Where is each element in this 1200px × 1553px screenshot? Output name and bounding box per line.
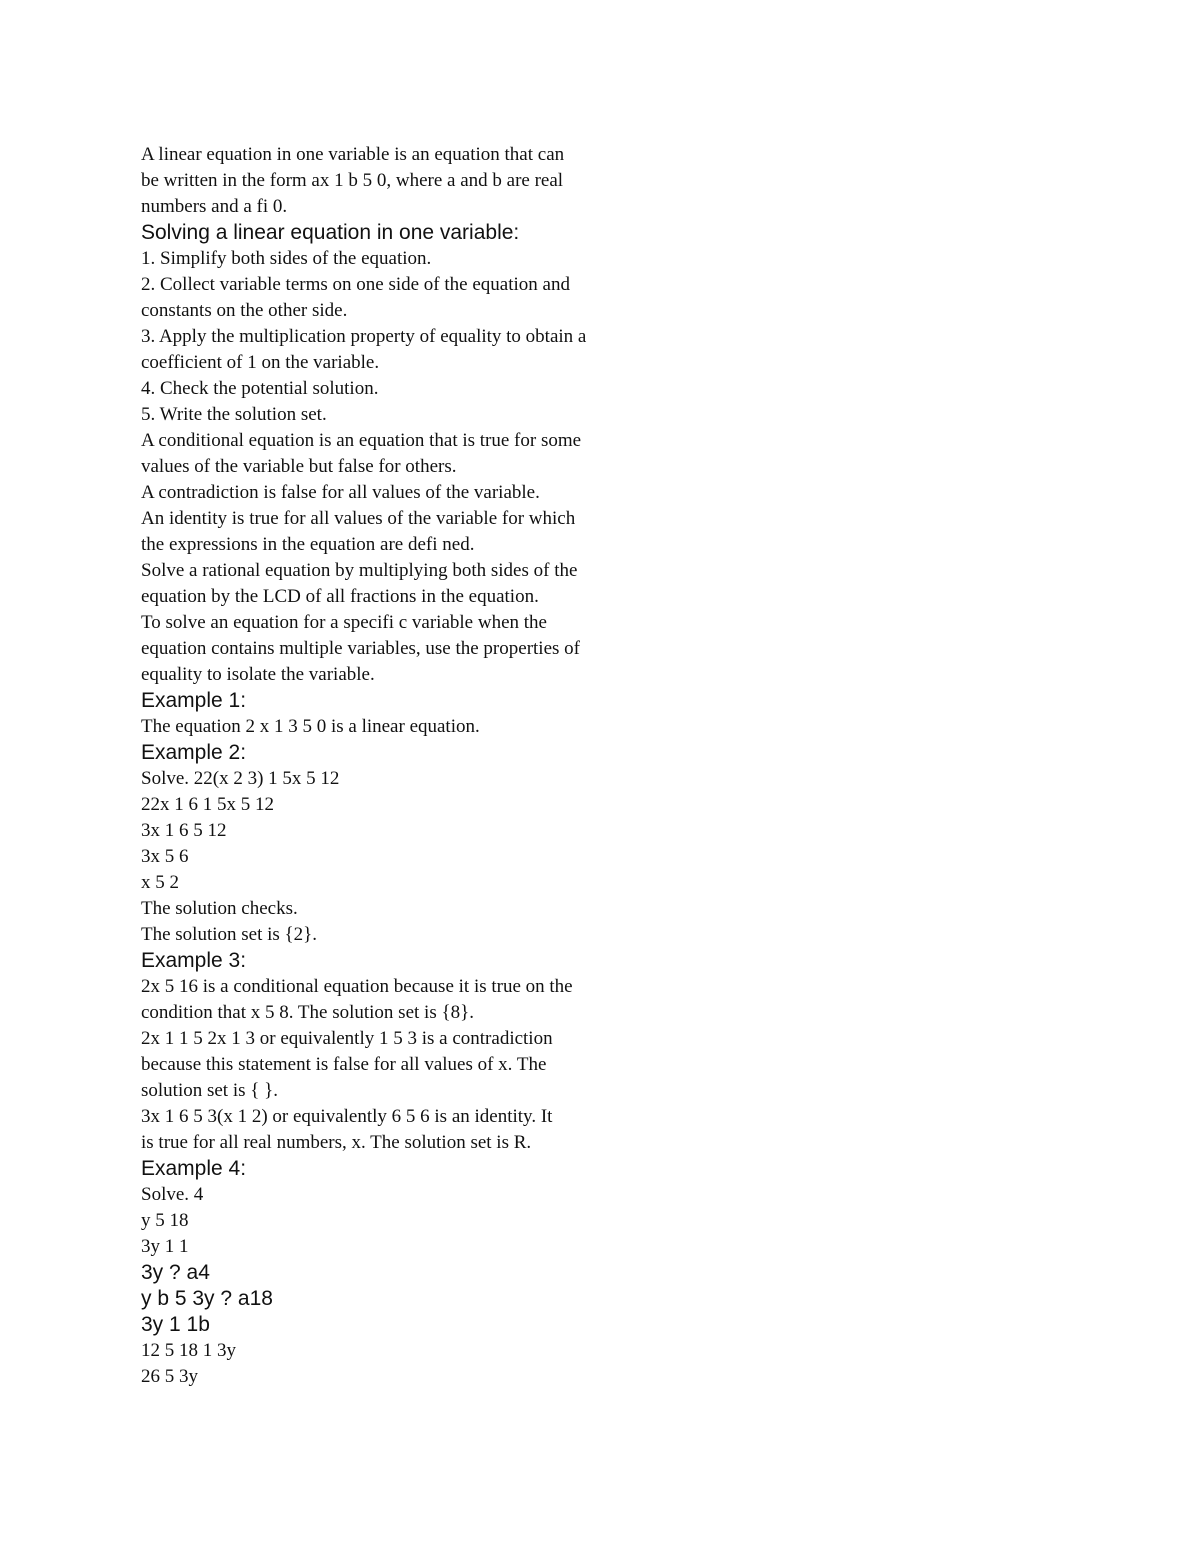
text-line: equation contains multiple variables, use the properties of <box>141 638 580 659</box>
text-line: be written in the form ax 1 b 5 0, where a and b are real <box>141 170 564 191</box>
text-line: equality to isolate the variable. <box>141 664 375 685</box>
section-heading: y b 5 3y ? a18 <box>141 1287 273 1310</box>
document-page <box>141 142 701 1390</box>
section-heading: Example 3: <box>141 949 247 972</box>
text-line: Solve. 22(x 2 3) 1 5x 5 12 <box>141 768 340 789</box>
text-line: x 5 2 <box>141 872 179 893</box>
text-line: because this statement is false for all values of x. The <box>141 1054 547 1075</box>
text-line: values of the variable but false for others. <box>141 456 457 477</box>
text-line: An identity is true for all values of the variable for which <box>141 508 576 529</box>
text-line: y 5 18 <box>141 1210 189 1231</box>
text-line: 4. Check the potential solution. <box>141 378 379 399</box>
section-heading: Example 4: <box>141 1157 247 1180</box>
text-line: A contradiction is false for all values of the variable. <box>141 482 540 503</box>
text-line: To solve an equation for a specifi c variable when the <box>141 612 547 633</box>
text-line: 3x 1 6 5 12 <box>141 820 227 841</box>
text-line: 26 5 3y <box>141 1366 198 1387</box>
section-heading: Example 2: <box>141 741 247 764</box>
text-line: 2. Collect variable terms on one side of the equation and <box>141 274 570 295</box>
text-line: 22x 1 6 1 5x 5 12 <box>141 794 274 815</box>
text-line: solution set is { }. <box>141 1080 278 1101</box>
text-line: Solve a rational equation by multiplying both sides of the <box>141 560 578 581</box>
text-line: condition that x 5 8. The solution set is {8}. <box>141 1002 474 1023</box>
text-line: 3x 1 6 5 3(x 1 2) or equivalently 6 5 6 is an identity. It <box>141 1106 553 1127</box>
text-line: A conditional equation is an equation that is true for some <box>141 430 582 451</box>
text-line: equation by the LCD of all fractions in the equation. <box>141 586 539 607</box>
text-line: the expressions in the equation are defi ned. <box>141 534 475 555</box>
text-line: 12 5 18 1 3y <box>141 1340 236 1361</box>
text-line: A linear equation in one variable is an equation that can <box>141 144 565 165</box>
text-line: 2x 5 16 is a conditional equation because it is true on the <box>141 976 573 997</box>
text-line: numbers and a fi 0. <box>141 196 288 217</box>
text-line: 1. Simplify both sides of the equation. <box>141 248 432 269</box>
text-line: 3x 5 6 <box>141 846 189 867</box>
text-line: 5. Write the solution set. <box>141 404 327 425</box>
section-heading: Solving a linear equation in one variable: <box>141 221 520 244</box>
text-line: The solution set is {2}. <box>141 924 318 945</box>
section-heading: 3y 1 1b <box>141 1313 210 1336</box>
text-line: Solve. 4 <box>141 1184 204 1205</box>
text-line: is true for all real numbers, x. The solution set is R. <box>141 1132 532 1153</box>
section-heading: Example 1: <box>141 689 247 712</box>
text-line: coefficient of 1 on the variable. <box>141 352 380 373</box>
text-line: 2x 1 1 5 2x 1 3 or equivalently 1 5 3 is a contradiction <box>141 1028 553 1049</box>
text-line: 3. Apply the multiplication property of equality to obtain a <box>141 326 587 347</box>
text-line: 3y 1 1 <box>141 1236 189 1257</box>
text-line: The equation 2 x 1 3 5 0 is a linear equation. <box>141 716 480 737</box>
text-line: The solution checks. <box>141 898 298 919</box>
text-line: constants on the other side. <box>141 300 348 321</box>
section-heading: 3y ? a4 <box>141 1261 210 1284</box>
